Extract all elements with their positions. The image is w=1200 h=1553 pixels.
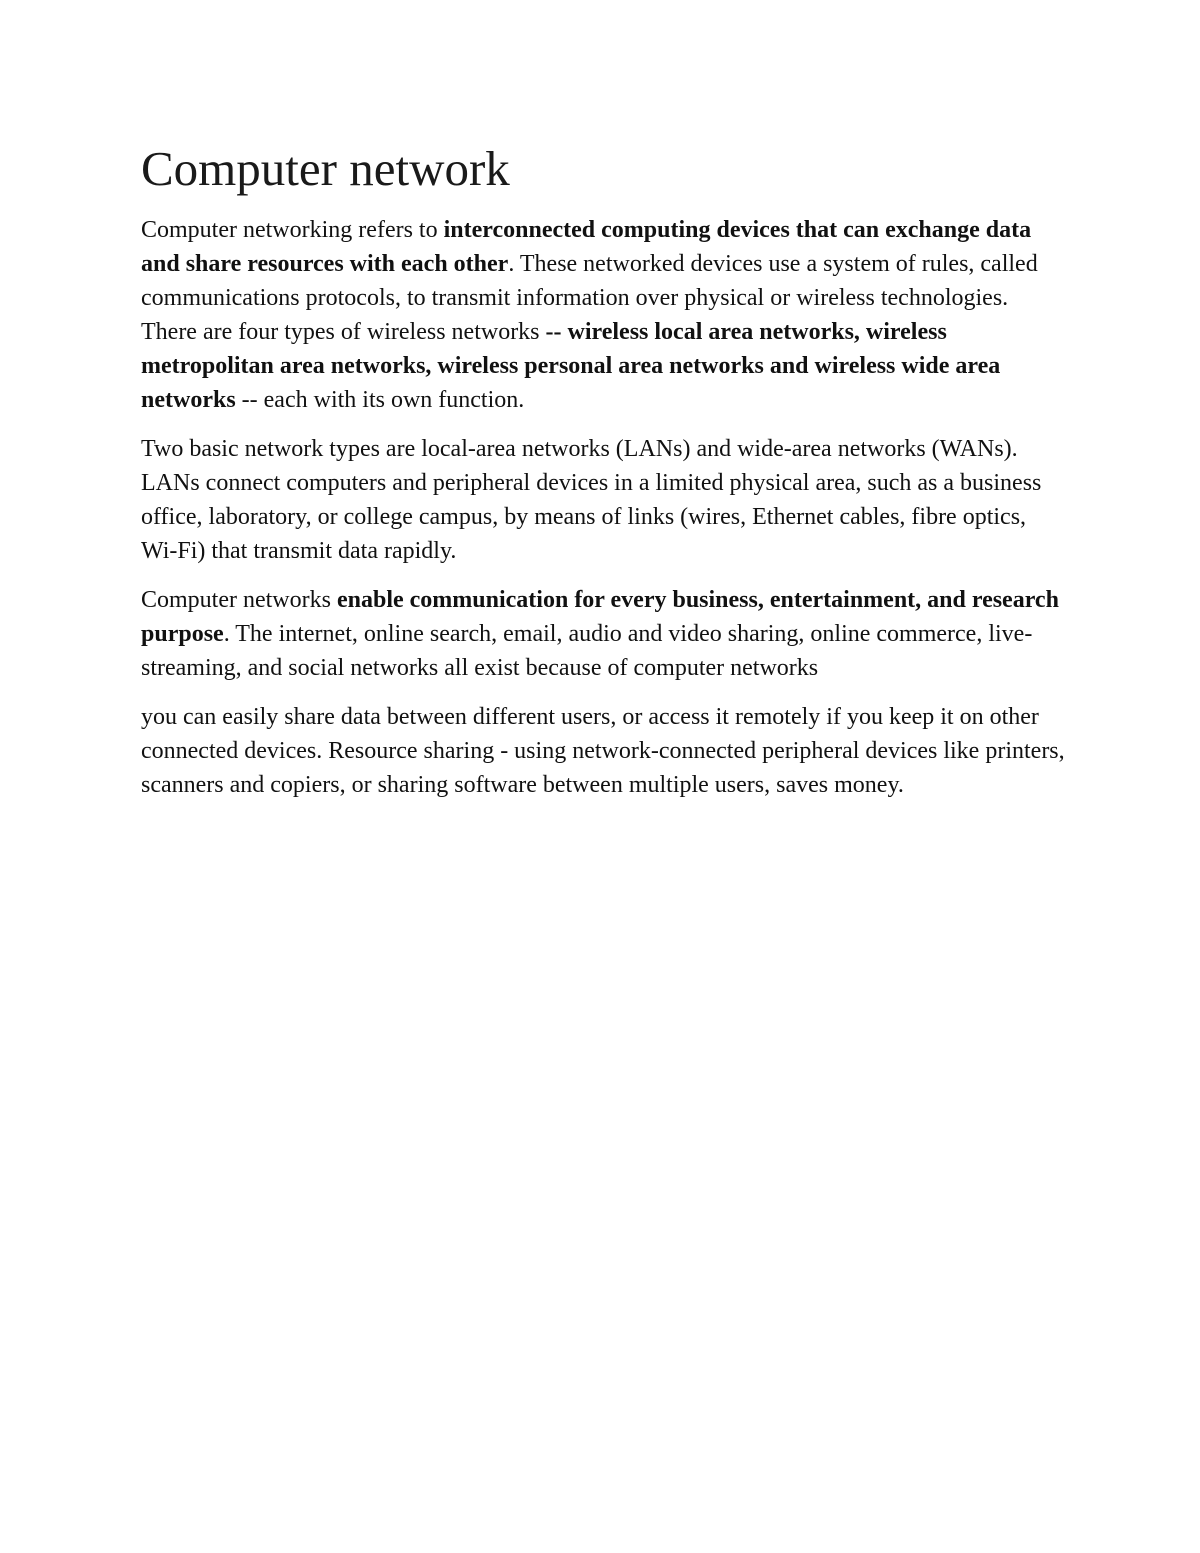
paragraph-network-types [141, 432, 1066, 568]
document-page [141, 140, 1066, 817]
text-segment: -- each with its own function. [235, 386, 525, 413]
text-segment: you can easily share data between different users, or access it remotely if you keep it on other connected devices. Resource sharing - using network-connected peripheral devices like printers, scanners and copiers, or sharing software between multiple users, saves money. [141, 703, 1065, 798]
bold-text-segment: interconnected computing devices that can exchange data and share resources with each other [141, 216, 1032, 277]
paragraph-purpose [141, 583, 1066, 685]
bold-text-segment: -- wireless local area networks, wireless metropolitan area networks, wireless personal area networks and wireless wide area networks [141, 318, 1001, 413]
bold-text-segment: enable communication for every business, entertainment, and research purpose [141, 586, 1059, 647]
text-segment: Two basic network types are local-area networks (LANs) and wide-area networks (WANs). LANs connect computers and peripheral devices in a limited physical area, such as a business office, laboratory, or college campus, by means of links (wires, Ethernet cables, fibre optics, Wi-Fi) that transmit data rapidly. [141, 435, 1042, 564]
text-segment: Computer networks [141, 586, 337, 613]
document-title: Computer network [141, 141, 510, 196]
text-segment: . The internet, online search, email, audio and video sharing, online commerce, live-streaming, and social networks all exist because of computer networks [141, 620, 1033, 681]
paragraph-resource-sharing [141, 700, 1066, 802]
text-segment: . These networked devices use a system of rules, called communications protocols, to transmit information over physical or wireless technologies. There are four types of wireless networks [141, 250, 1038, 345]
paragraph-definition [141, 213, 1066, 417]
text-segment: Computer networking refers to [141, 216, 444, 243]
